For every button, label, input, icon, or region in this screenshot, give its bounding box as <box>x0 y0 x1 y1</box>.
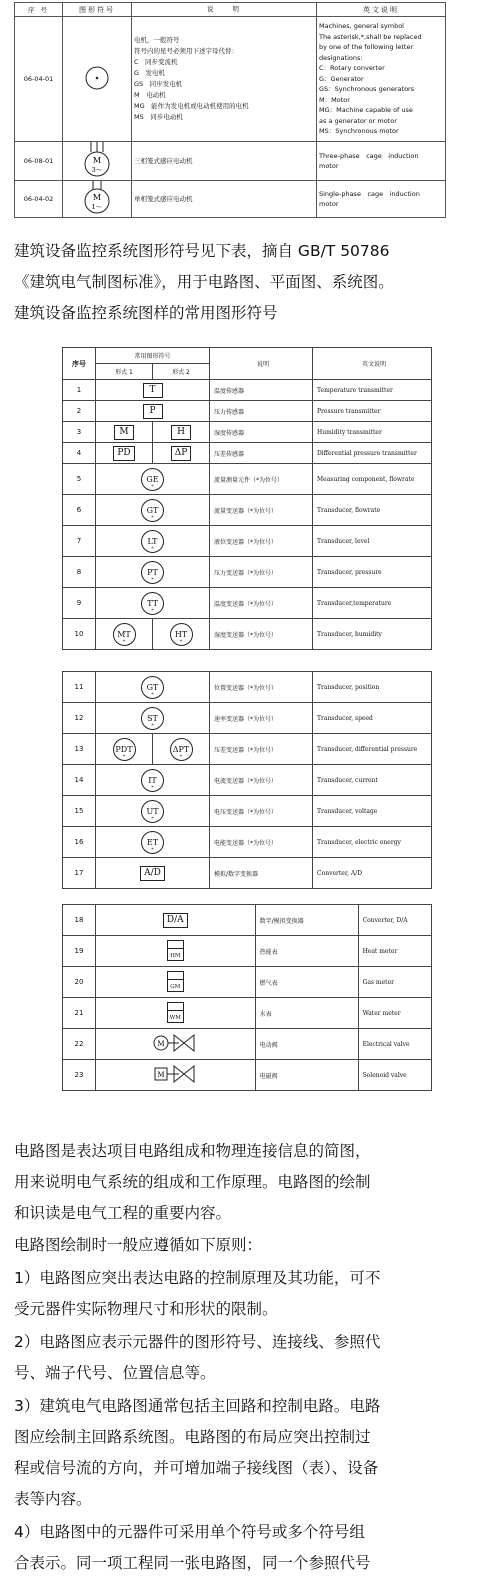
symbol-cell <box>96 464 210 495</box>
paragraph-1-line-1: 电路图是表达项目电路组成和物理连接信息的简图， <box>14 1142 371 1160</box>
paragraph-6-line-1: 4）电路图中的元器件可采用单个符号或多个符号组 <box>14 1523 365 1541</box>
symbol-cell-form2 <box>153 619 210 650</box>
row-eng: Heat meter <box>358 936 431 967</box>
table-row <box>63 380 432 401</box>
table-row <box>63 422 432 443</box>
table-header-row <box>15 3 446 17</box>
row-eng: Solenoid valve <box>358 1060 431 1091</box>
header-eng: 英文说明 <box>313 348 432 380</box>
row-no: 21 <box>63 998 96 1029</box>
paragraph-3-line-1: 1）电路图应突出表达电路的控制原理及其功能，可不 <box>14 1269 381 1287</box>
row-eng: Pressure transmitter <box>313 401 432 422</box>
sensor-box-symbol: T <box>143 383 163 398</box>
row-desc: 湿度变送器（*为位号） <box>210 619 313 650</box>
sensor-box-symbol: PD <box>113 446 134 461</box>
table-row <box>63 905 432 936</box>
table-row <box>63 443 432 464</box>
table-body <box>63 672 432 889</box>
transducer-circle-symbol: PDT * <box>113 738 136 761</box>
table-row <box>63 1060 432 1091</box>
symbol-cell <box>96 380 210 401</box>
motor-phase: 1～ <box>91 203 103 211</box>
symbol-cell <box>96 1060 256 1091</box>
paragraph-5-line-4: 表等内容。 <box>14 1490 92 1508</box>
row-desc: 速率变送器（*为位号） <box>210 703 313 734</box>
table-row <box>63 672 432 703</box>
row-desc: 位置变送器（*为位号） <box>210 672 313 703</box>
row-no: 9 <box>63 588 96 619</box>
row-eng: Three-phase cage induction motor <box>317 142 446 181</box>
symbol-cell-form2 <box>153 443 210 464</box>
row-desc: 电动阀 <box>255 1029 358 1060</box>
transducer-circle-symbol: GT * <box>141 499 164 522</box>
table-row <box>63 464 432 495</box>
header-eng: 英文说明 <box>317 3 446 17</box>
motor-phase: 3～ <box>91 166 103 174</box>
row-no: 11 <box>63 672 96 703</box>
motor-letter: M <box>92 156 102 165</box>
transducer-circle-symbol: ET * <box>141 831 164 854</box>
header-group: 常用图形符号 <box>96 348 210 364</box>
row-no: 10 <box>63 619 96 650</box>
row-desc: 液位变送器（*为位号） <box>210 526 313 557</box>
sensor-box-symbol: H <box>171 425 191 440</box>
table-row <box>63 526 432 557</box>
paragraph-2: 电路图绘制时一般应遵循如下原则： <box>14 1236 263 1254</box>
transducer-circle-symbol: ΔPT * <box>170 738 193 761</box>
row-eng: Transducer, level <box>313 526 432 557</box>
circle-dot-icon <box>84 65 110 91</box>
transducer-circle-symbol: IT * <box>141 769 164 792</box>
paragraph-4-line-1: 2）电路图应表示元器件的图形符号、连接线、参照代 <box>14 1333 381 1351</box>
symbol-cell <box>96 495 210 526</box>
header-desc: 说明 <box>210 348 313 380</box>
bas-symbol-table-1 <box>62 347 432 650</box>
symbol-cell <box>96 765 210 796</box>
row-desc: 流量变送器（*为位号） <box>210 495 313 526</box>
symbol-cell <box>96 401 210 422</box>
table-row <box>63 858 432 889</box>
intro-line-3: 建筑设备监控系统图样的常用图形符号 <box>14 304 278 322</box>
row-eng: Water meter <box>358 998 431 1029</box>
transducer-circle-symbol: MT * <box>113 623 136 646</box>
row-no: 06-08-01 <box>15 142 63 181</box>
transducer-circle-symbol: TT * <box>141 592 164 615</box>
intro-line-1: 建筑设备监控系统图形符号见下表，摘自 GB/T 50786 <box>14 242 390 260</box>
table-row <box>63 619 432 650</box>
bas-symbol-table-3 <box>62 904 432 1091</box>
table-row <box>63 1029 432 1060</box>
row-desc: 电能变送器（*为位号） <box>210 827 313 858</box>
paragraph-4-line-2: 号、端子代号、位置信息等。 <box>14 1364 216 1382</box>
transducer-circle-symbol: GT * <box>141 676 164 699</box>
sensor-box-symbol: P <box>143 404 163 419</box>
solenoid-valve-icon <box>152 1063 198 1085</box>
row-desc: 温度变送器（*为位号） <box>210 588 313 619</box>
transducer-circle-symbol: LT * <box>141 530 164 553</box>
row-desc: 电压变送器（*为位号） <box>210 796 313 827</box>
row-no: 13 <box>63 734 96 765</box>
row-desc: 单相笼式感应电动机 <box>132 181 317 218</box>
motor-general-symbol <box>63 17 132 142</box>
three-phase-motor-symbol <box>63 142 132 181</box>
row-desc: 燃气表 <box>255 967 358 998</box>
transducer-circle-symbol: HT * <box>170 623 193 646</box>
row-desc: 三相笼式感应电动机 <box>132 142 317 181</box>
three-phase-motor-icon <box>80 142 114 178</box>
symbol-cell <box>96 588 210 619</box>
row-eng: Transducer, position <box>313 672 432 703</box>
table-row <box>63 967 432 998</box>
table-row <box>15 17 446 142</box>
row-no: 06-04-01 <box>15 17 63 142</box>
meter-label: GM <box>170 983 181 990</box>
electrical-valve-icon <box>152 1032 198 1054</box>
symbol-cell-form1 <box>96 619 153 650</box>
svg-text:M: M <box>157 1040 165 1048</box>
row-no: 20 <box>63 967 96 998</box>
row-eng: Transducer, differential pressure <box>313 734 432 765</box>
svg-text:M: M <box>157 1071 165 1079</box>
symbol-cell <box>96 936 256 967</box>
symbol-cell <box>96 1029 256 1060</box>
row-no: 6 <box>63 495 96 526</box>
paragraph-1-line-2: 用来说明电气系统的组成和工作原理。电路图的绘制 <box>14 1173 371 1191</box>
row-no: 7 <box>63 526 96 557</box>
table-row <box>63 401 432 422</box>
table-row <box>15 142 446 181</box>
row-eng: Transducer, speed <box>313 703 432 734</box>
row-eng: Machines, general symbol The asterisk,*,shall be replaced by one of the following letter designations: C：Rotary converter G：Generator GS：Synchronous generators M：Motor MG：Machine capable of use as a generator or motor MS：Synchronous motor <box>317 17 446 142</box>
row-no: 19 <box>63 936 96 967</box>
symbol-cell <box>96 858 210 889</box>
symbol-cell-form2 <box>153 422 210 443</box>
symbol-cell <box>96 998 256 1029</box>
row-no: 5 <box>63 464 96 495</box>
sensor-box-symbol: D/A <box>163 913 188 928</box>
row-no: 17 <box>63 858 96 889</box>
row-eng: Measuring component, flowrate <box>313 464 432 495</box>
table-row <box>15 181 446 218</box>
row-eng: Differential pressure transmitter <box>313 443 432 464</box>
motor-letter: M <box>92 193 102 202</box>
symbol-cell-form1 <box>96 734 153 765</box>
row-no: 12 <box>63 703 96 734</box>
row-desc: 温度传感器 <box>210 380 313 401</box>
row-eng: Transducer, electric energy <box>313 827 432 858</box>
row-eng: Temperature transmitter <box>313 380 432 401</box>
meter-label: HM <box>170 952 181 959</box>
row-eng: Transducer, pressure <box>313 557 432 588</box>
row-eng: Converter, D/A <box>358 905 431 936</box>
row-desc: 流量测量元件（*为位号） <box>210 464 313 495</box>
row-desc: 湿度传感器 <box>210 422 313 443</box>
row-no: 22 <box>63 1029 96 1060</box>
row-no: 15 <box>63 796 96 827</box>
header-symbol: 图形符号 <box>63 3 132 17</box>
paragraph-1-line-3: 和识读是电气工程的重要内容。 <box>14 1204 232 1222</box>
symbol-cell <box>96 796 210 827</box>
header-form1: 形式 1 <box>96 364 153 380</box>
table-header-row <box>63 348 432 364</box>
row-no: 23 <box>63 1060 96 1091</box>
meter-label: WM <box>169 1014 181 1021</box>
header-desc: 说 明 <box>132 3 317 17</box>
row-no: 2 <box>63 401 96 422</box>
paragraph-6-line-2: 合表示。同一项工程同一张电路图，同一个参照代号 <box>14 1554 371 1572</box>
row-desc: 电流变送器（*为位号） <box>210 765 313 796</box>
row-desc: 电磁阀 <box>255 1060 358 1091</box>
symbol-cell-form1 <box>96 422 153 443</box>
table-row <box>63 588 432 619</box>
row-no: 3 <box>63 422 96 443</box>
symbol-cell <box>96 672 210 703</box>
row-desc: 压差传感器 <box>210 443 313 464</box>
header-no: 序号 <box>63 348 96 380</box>
transducer-circle-symbol: UT * <box>141 800 164 823</box>
bas-symbol-table-2 <box>62 671 432 889</box>
row-no: 06-04-02 <box>15 181 63 218</box>
row-eng: Single-phase cage induction motor <box>317 181 446 218</box>
row-eng: Transducer, current <box>313 765 432 796</box>
table-row <box>63 936 432 967</box>
row-desc: 电机，一般符号 符号内的星号必须用下述字母代替： C 同步变流机 G 发电机 GS 同步发电机 M 电动机 MG 能作为发电机或电动机使用的电机 MS 同步电动机 <box>132 17 317 142</box>
row-no: 16 <box>63 827 96 858</box>
table-row <box>63 734 432 765</box>
symbol-cell <box>96 557 210 588</box>
row-eng: Transducer,temperature <box>313 588 432 619</box>
intro-line-2: 《建筑电气制图标准》，用于电路图、平面图、系统图。 <box>14 273 394 291</box>
meter-icon <box>167 1002 184 1023</box>
symbol-cell <box>96 905 256 936</box>
table-row <box>63 765 432 796</box>
table-row <box>63 796 432 827</box>
symbol-cell-form1 <box>96 443 153 464</box>
sensor-box-symbol: M <box>114 425 134 440</box>
transducer-circle-symbol: GE * <box>141 468 164 491</box>
table-row <box>63 998 432 1029</box>
table-body <box>63 905 432 1091</box>
sensor-box-symbol: ΔP <box>171 446 192 461</box>
row-eng: Transducer, humidity <box>313 619 432 650</box>
row-desc: 数字/模拟变换器 <box>255 905 358 936</box>
single-phase-motor-symbol <box>63 181 132 218</box>
row-desc: 热能表 <box>255 936 358 967</box>
symbol-cell-form2 <box>153 734 210 765</box>
row-eng: Converter, A/D <box>313 858 432 889</box>
row-eng: Transducer, voltage <box>313 796 432 827</box>
row-desc: 压差变送器（*为位号） <box>210 734 313 765</box>
row-desc: 模拟/数字变换器 <box>210 858 313 889</box>
transducer-circle-symbol: PT * <box>141 561 164 584</box>
table-row <box>63 703 432 734</box>
paragraph-3-line-2: 受元器件实际物理尺寸和形状的限制。 <box>14 1300 278 1318</box>
header-no: 序 号 <box>15 3 63 17</box>
row-desc: 压力传感器 <box>210 401 313 422</box>
symbol-cell <box>96 967 256 998</box>
paragraph-5-line-1: 3）建筑电气电路图通常包括主回路和控制电路。电路 <box>14 1397 381 1415</box>
motor-symbol-table <box>14 2 446 218</box>
meter-icon <box>167 971 184 992</box>
transducer-circle-symbol: ST * <box>141 707 164 730</box>
row-no: 18 <box>63 905 96 936</box>
row-desc: 压力变送器（*为位号） <box>210 557 313 588</box>
table-row <box>63 495 432 526</box>
sensor-box-symbol: A/D <box>140 866 165 881</box>
symbol-cell <box>96 827 210 858</box>
paragraph-5-line-3: 程或信号流的方向，并可增加端子接线图（表）、设备 <box>14 1459 379 1477</box>
row-no: 8 <box>63 557 96 588</box>
paragraph-5-line-2: 图应绘制主回路系统图。电路图的布局应突出控制过 <box>14 1428 371 1446</box>
header-form2: 形式 2 <box>153 364 210 380</box>
symbol-cell <box>96 703 210 734</box>
row-eng: Transducer, flowrate <box>313 495 432 526</box>
row-eng: Gas meter <box>358 967 431 998</box>
row-eng: Humidity transmitter <box>313 422 432 443</box>
row-no: 14 <box>63 765 96 796</box>
row-eng: Electrical valve <box>358 1029 431 1060</box>
table-row <box>63 557 432 588</box>
single-phase-motor-icon <box>80 181 114 215</box>
row-desc: 水表 <box>255 998 358 1029</box>
meter-icon <box>167 940 184 961</box>
table-row <box>63 827 432 858</box>
row-no: 4 <box>63 443 96 464</box>
symbol-cell <box>96 526 210 557</box>
table-body <box>63 380 432 650</box>
row-no: 1 <box>63 380 96 401</box>
